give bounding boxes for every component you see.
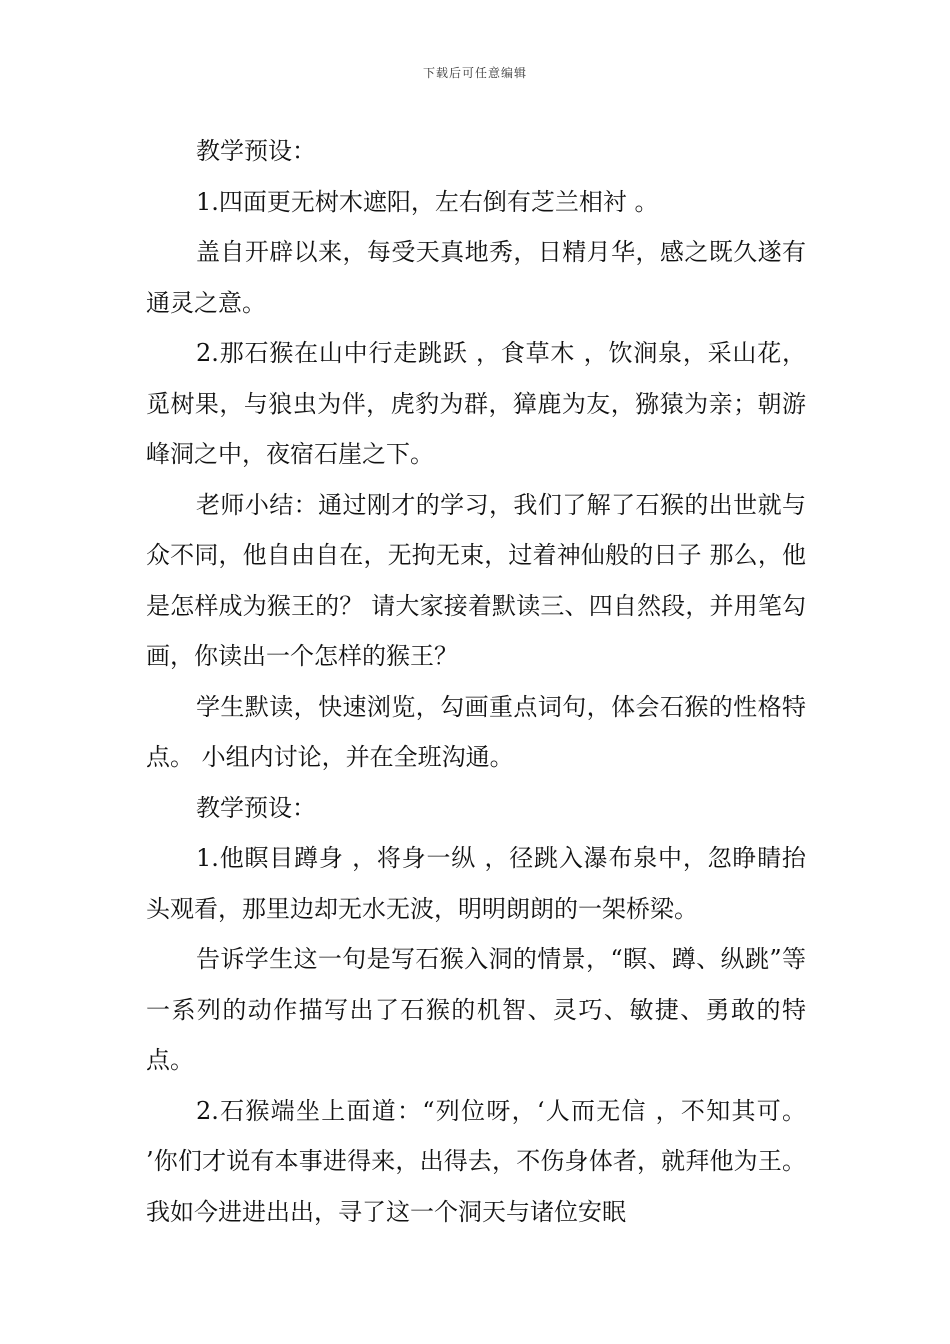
page-header: 下载后可任意编辑	[422, 66, 527, 80]
paragraph-quote-4: 2.石猴端坐上面道：“列位呀，‘人而无信 ，不知其可。 ’你们才说有本事进得来，出得去，不伤身体者，就拜他为王。 我如今进进出出，寻了这一个洞天与诸位安眠	[146, 1096, 806, 1226]
paragraph-explanation: 告诉学生这一句是写石猴入洞的情景，“瞑、蹲、纵跳”等一系列的动作描写出了石猴的机智、灵巧、敏捷、勇敢的特点。	[146, 945, 806, 1074]
paragraph-quote-1: 1.四面更无树木遮阳，左右倒有芝兰相衬 。	[196, 187, 659, 216]
paragraph-quote-1-continued: 盖自开辟以来，每受天真地秀，日精月华，感之既久遂有通灵之意。	[146, 238, 806, 317]
paragraph-quote-3: 1.他瞑目蹲身 ，将身一纵 ，径跳入瀑布泉中，忽睁睛抬头观看，那里边却无水无波，明明朗朗的一架桥梁。	[146, 844, 806, 923]
paragraph-teaching-preset-1: 教学预设：	[196, 137, 316, 165]
paragraph-teacher-summary: 老师小结：通过刚才的学习，我们了解了石猴的出世就与众不同，他自由自在，无拘无束，过着神仙般的日子 那么，他是怎样成为猴王的？ 请大家接着默读三、四自然段，并用笔勾画，你读出一个怎样的猴王？	[146, 490, 806, 670]
paragraph-teaching-preset-2: 教学预设：	[196, 793, 316, 822]
paragraph-student-activity: 学生默读，快速浏览，勾画重点词句，体会石猴的性格特点。 小组内讨论，并在全班沟通。	[146, 692, 806, 771]
paragraph-quote-2: 2.那石猴在山中行走跳跃 ，食草木 ，饮涧泉，采山花，觅树果，与狼虫为伴，虎豹为群，獐鹿为友，猕猿为亲；朝游峰洞之中，夜宿石崖之下。	[146, 339, 806, 468]
document-body	[146, 126, 806, 1237]
